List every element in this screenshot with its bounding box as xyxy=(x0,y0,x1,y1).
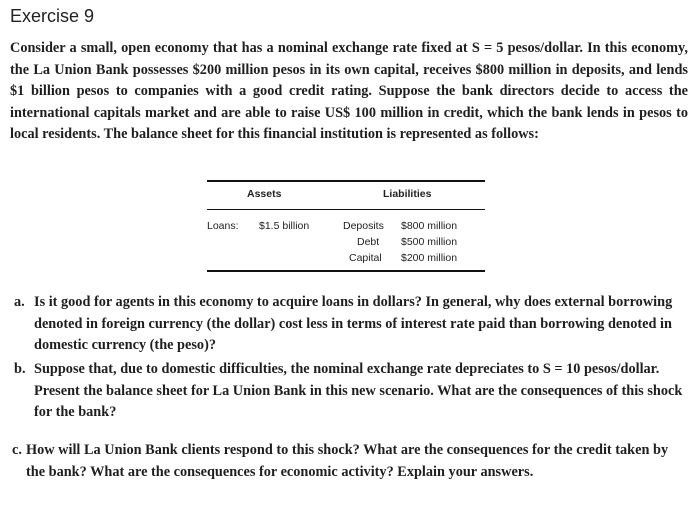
assets-header: Assets xyxy=(247,188,282,200)
question-text: Suppose that, due to domestic difficulties, the nominal exchange rate depreciates to S = 10 pesos/dollar. Present the balance sheet for La Union Bank in this new scenario. What are the consequences of this shock for the bank? xyxy=(34,361,683,421)
liabilities-header: Liabilities xyxy=(383,188,432,200)
balance-sheet-table xyxy=(207,180,485,272)
liability-label-capital: Capital xyxy=(349,252,382,264)
liability-label-deposits: Deposits xyxy=(343,220,384,232)
liability-label-debt: Debt xyxy=(357,236,380,248)
question-a xyxy=(14,292,684,357)
liability-value-deposits: $800 million xyxy=(401,220,458,232)
intro-paragraph: Consider a small, open economy that has a nominal exchange rate fixed at S = 5 pesos/dollar. In this economy, the La Union Bank possesses $200 million pesos in its own capital, receives $800 million in deposits, and lends $1 billion pesos to companies with a good credit rating. Suppose the bank directors decide to access the international capitals market and are able to raise US$ 100 million in credit, which the bank lends in pesos to local residents. The balance sheet for this financial institution is represented as follows: xyxy=(10,40,688,143)
assets-label-loans: Loans: xyxy=(207,220,239,232)
assets-value-loans: $1.5 billion xyxy=(259,220,310,232)
table-bottom-rule xyxy=(207,270,485,272)
question-letter: c. xyxy=(12,442,22,458)
question-c xyxy=(12,440,682,483)
question-letter: b. xyxy=(14,361,26,377)
question-letter: a. xyxy=(14,294,25,310)
question-text: Is it good for agents in this economy to acquire loans in dollars? In general, why does external borrowing denoted in foreign currency (the dollar) cost less in terms of interest rate paid than borrowing denoted in domestic currency (the peso)? xyxy=(34,294,673,354)
table-header-rule xyxy=(207,209,485,210)
exercise-title: Exercise 9 xyxy=(10,6,95,26)
liability-value-debt: $500 million xyxy=(401,236,458,248)
question-text: How will La Union Bank clients respond to this shock? What are the consequences for the credit taken by the bank? What are the consequences for economic activity? Explain your answers. xyxy=(26,442,669,480)
table-top-rule xyxy=(207,180,485,182)
liability-value-capital: $200 million xyxy=(401,252,458,264)
question-b xyxy=(14,359,684,424)
